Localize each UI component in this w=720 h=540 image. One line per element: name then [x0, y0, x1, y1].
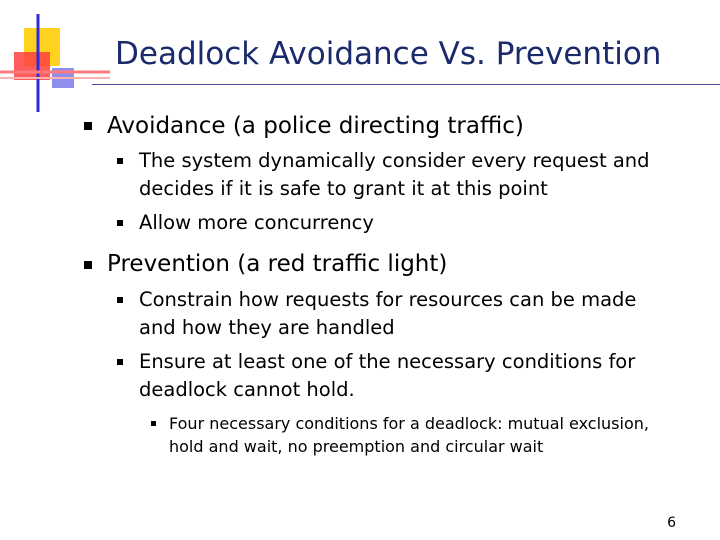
slide-title: Deadlock Avoidance Vs. Prevention [115, 36, 662, 72]
avoidance-point-1-line-1: The system dynamically consider every request and [139, 149, 650, 172]
bullet-square-icon [84, 261, 92, 269]
bullet-square-icon [84, 122, 92, 130]
bullet-avoidance: Avoidance (a police directing traffic) [107, 113, 524, 139]
conditions-note-line-2: hold and wait, no preemption and circular wait [169, 437, 544, 456]
bullet-prevention: Prevention (a red traffic light) [107, 251, 448, 277]
bullet-square-icon [117, 359, 123, 365]
logo-red-square [14, 52, 50, 80]
prevention-point-1-line-2: and how they are handled [139, 316, 395, 339]
prevention-point-2-line-2: deadlock cannot hold. [139, 378, 355, 401]
title-divider [92, 84, 720, 85]
page-number: 6 [667, 515, 676, 531]
bullet-square-icon [117, 158, 123, 164]
prevention-point-1-line-1: Constrain how requests for resources can be made [139, 288, 637, 311]
bullet-square-icon [117, 220, 123, 226]
avoidance-point-2-line-1: Allow more concurrency [139, 211, 374, 234]
bullet-square-icon [151, 421, 156, 426]
slide-logo [0, 0, 110, 112]
conditions-note-line-1: Four necessary conditions for a deadlock: mutual exclusion, [169, 414, 649, 433]
prevention-point-2-line-1: Ensure at least one of the necessary conditions for [139, 350, 636, 373]
bullet-square-icon [117, 297, 123, 303]
avoidance-point-1-line-2: decides if it is safe to grant it at this point [139, 177, 548, 200]
